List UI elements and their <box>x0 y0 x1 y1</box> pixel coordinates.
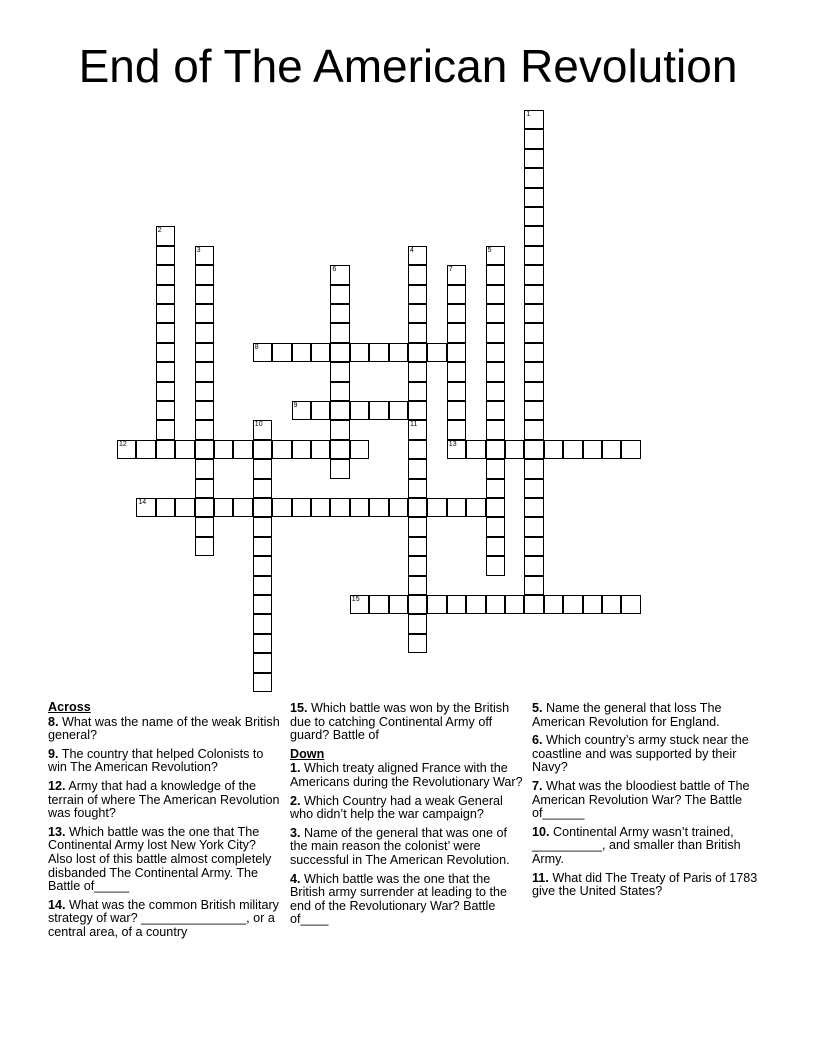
grid-cell[interactable] <box>292 401 311 420</box>
grid-cell[interactable] <box>524 595 543 614</box>
grid-cell[interactable] <box>447 265 466 284</box>
grid-cell[interactable] <box>330 459 349 478</box>
grid-cell[interactable] <box>233 498 252 517</box>
grid-cell[interactable] <box>195 265 214 284</box>
grid-cell[interactable] <box>408 537 427 556</box>
clue-down-2: 2. Which Country had a weak General who didn’t help the war campaign? <box>290 793 503 822</box>
grid-cell[interactable] <box>524 149 543 168</box>
grid-cell[interactable] <box>447 362 466 381</box>
grid-cell[interactable] <box>253 498 272 517</box>
clue-down-7: 7. What was the bloodiest battle of The American Revolution War? The Battle of______ <box>532 778 750 821</box>
clue-number-label: 13 <box>448 440 457 448</box>
grid-cell[interactable] <box>408 576 427 595</box>
grid-cell[interactable] <box>408 323 427 342</box>
grid-cell[interactable] <box>524 304 543 323</box>
grid-cell[interactable] <box>524 207 543 226</box>
grid-cell[interactable] <box>408 382 427 401</box>
grid-cell[interactable] <box>583 440 602 459</box>
grid-cell[interactable] <box>486 285 505 304</box>
grid-cell[interactable] <box>195 246 214 265</box>
grid-cell[interactable] <box>447 440 466 459</box>
grid-cell[interactable] <box>253 517 272 536</box>
grid-cell[interactable] <box>330 265 349 284</box>
across-heading: Across <box>48 700 91 714</box>
grid-cell[interactable] <box>524 323 543 342</box>
puzzle-title: End of The American Revolution <box>78 40 738 92</box>
grid-cell[interactable] <box>253 459 272 478</box>
grid-cell[interactable] <box>156 265 175 284</box>
grid-cell[interactable] <box>447 343 466 362</box>
clue-across-8: 8. What was the name of the weak British general? <box>48 714 280 743</box>
clue-number-label: 12 <box>119 440 127 448</box>
grid-cell[interactable] <box>195 362 214 381</box>
clue-number-label: 15 <box>351 596 360 603</box>
grid-cell[interactable] <box>486 265 505 284</box>
grid-cell[interactable] <box>253 595 272 614</box>
grid-cell[interactable] <box>505 595 524 614</box>
grid-cell[interactable] <box>253 653 272 672</box>
grid-cell[interactable] <box>369 401 388 420</box>
grid-cell[interactable] <box>350 401 369 420</box>
grid-cell[interactable] <box>253 634 272 653</box>
grid-cell[interactable] <box>524 265 543 284</box>
grid-cell[interactable] <box>486 401 505 420</box>
down-heading: Down <box>290 746 325 761</box>
grid-cell[interactable] <box>117 440 136 459</box>
grid-cell[interactable] <box>311 343 330 362</box>
grid-cell[interactable] <box>156 420 175 439</box>
grid-cell[interactable] <box>486 595 505 614</box>
clue-number-label: 6 <box>332 266 337 274</box>
clue-number-label: 14 <box>138 499 147 506</box>
clue-number-label: 5 <box>487 246 492 254</box>
grid-cell[interactable] <box>408 517 427 536</box>
grid-cell[interactable] <box>524 343 543 362</box>
grid-cell[interactable] <box>524 129 543 148</box>
grid-cell[interactable] <box>195 285 214 304</box>
grid-cell[interactable] <box>156 343 175 362</box>
grid-cell[interactable] <box>486 440 505 459</box>
grid-cell[interactable] <box>427 343 446 362</box>
grid-cell[interactable] <box>408 304 427 323</box>
grid-cell[interactable] <box>195 323 214 342</box>
grid-cell[interactable] <box>524 382 543 401</box>
grid-cell[interactable] <box>350 440 369 459</box>
clue-number-label: 3 <box>196 246 201 254</box>
clue-number-label: 9 <box>293 402 298 409</box>
grid-cell[interactable] <box>292 343 311 362</box>
clue-across-9: 9. The country that helped Colonists to win The American Revolution? <box>48 746 264 775</box>
grid-cell[interactable] <box>233 440 252 459</box>
clue-down-4: 4. Which battle was the one that the British army surrender at leading to the end of the Revolutionary War? Battle of____ <box>290 871 507 927</box>
grid-cell[interactable] <box>253 673 272 692</box>
grid-cell[interactable] <box>195 537 214 556</box>
grid-cell[interactable] <box>427 595 446 614</box>
grid-cell[interactable] <box>195 498 214 517</box>
grid-cell[interactable] <box>583 595 602 614</box>
grid-cell[interactable] <box>524 537 543 556</box>
grid-cell[interactable] <box>253 343 272 362</box>
grid-cell[interactable] <box>408 285 427 304</box>
grid-cell[interactable] <box>524 440 543 459</box>
clue-number-label: 11 <box>410 421 418 429</box>
grid-cell[interactable] <box>195 517 214 536</box>
grid-cell[interactable] <box>408 614 427 633</box>
grid-cell[interactable] <box>330 382 349 401</box>
grid-cell[interactable] <box>369 498 388 517</box>
grid-cell[interactable] <box>524 479 543 498</box>
grid-cell[interactable] <box>408 343 427 362</box>
grid-cell[interactable] <box>427 498 446 517</box>
grid-cell[interactable] <box>408 362 427 381</box>
grid-cell[interactable] <box>156 285 175 304</box>
grid-cell[interactable] <box>330 498 349 517</box>
grid-cell[interactable] <box>524 576 543 595</box>
grid-cell[interactable] <box>524 517 543 536</box>
grid-cell[interactable] <box>350 595 369 614</box>
grid-cell[interactable] <box>156 440 175 459</box>
clue-number-label: 8 <box>254 343 259 351</box>
grid-cell[interactable] <box>486 556 505 575</box>
grid-cell[interactable] <box>408 440 427 459</box>
grid-cell[interactable] <box>486 343 505 362</box>
clue-number-label: 1 <box>526 111 531 118</box>
grid-cell[interactable] <box>524 110 543 129</box>
clue-number-label: 10 <box>254 421 263 429</box>
grid-cell[interactable] <box>563 595 582 614</box>
grid-cell[interactable] <box>330 440 349 459</box>
grid-cell[interactable] <box>505 440 524 459</box>
grid-cell[interactable] <box>524 246 543 265</box>
grid-cell[interactable] <box>408 498 427 517</box>
grid-cell[interactable] <box>350 343 369 362</box>
grid-cell[interactable] <box>389 595 408 614</box>
grid-cell[interactable] <box>253 479 272 498</box>
grid-cell[interactable] <box>447 323 466 342</box>
grid-cell[interactable] <box>253 576 272 595</box>
grid-cell[interactable] <box>156 401 175 420</box>
grid-cell[interactable] <box>195 401 214 420</box>
grid-cell[interactable] <box>389 343 408 362</box>
clue-number-label: 4 <box>410 246 414 254</box>
clue-number-label: 2 <box>157 227 162 235</box>
grid-cell[interactable] <box>408 246 427 265</box>
grid-cell[interactable] <box>602 595 621 614</box>
grid-cell[interactable] <box>369 343 388 362</box>
grid-cell[interactable] <box>486 362 505 381</box>
grid-cell[interactable] <box>292 498 311 517</box>
clue-down-1: 1. Which treaty aligned France with the Americans during the Revolutionary War? <box>290 761 523 789</box>
grid-cell[interactable] <box>292 440 311 459</box>
clue-across-13: 13. Which battle was the one that The Continental Army lost New York City? Also lost of this battle almost completely disbanded The Continental Army. The Battle of_____ <box>48 824 272 894</box>
grid-cell[interactable] <box>447 285 466 304</box>
grid-cell[interactable] <box>447 304 466 323</box>
grid-cell[interactable] <box>524 556 543 575</box>
grid-cell[interactable] <box>486 323 505 342</box>
grid-cell[interactable] <box>136 440 155 459</box>
grid-cell[interactable] <box>272 498 291 517</box>
grid-cell[interactable] <box>486 537 505 556</box>
grid-cell[interactable] <box>253 537 272 556</box>
grid-cell[interactable] <box>136 498 155 517</box>
grid-cell[interactable] <box>524 401 543 420</box>
grid-cell[interactable] <box>524 420 543 439</box>
grid-cell[interactable] <box>389 498 408 517</box>
grid-cell[interactable] <box>447 420 466 439</box>
grid-cell[interactable] <box>524 362 543 381</box>
grid-cell[interactable] <box>621 440 640 459</box>
grid-cell[interactable] <box>330 401 349 420</box>
grid-cell[interactable] <box>389 401 408 420</box>
clues-column-2 <box>290 701 526 932</box>
grid-cell[interactable] <box>156 498 175 517</box>
grid-cell[interactable] <box>330 285 349 304</box>
grid-cell[interactable] <box>621 595 640 614</box>
grid-cell[interactable] <box>156 382 175 401</box>
grid-cell[interactable] <box>486 459 505 478</box>
grid-cell[interactable] <box>408 459 427 478</box>
grid-cell[interactable] <box>408 556 427 575</box>
grid-cell[interactable] <box>524 168 543 187</box>
clue-down-11: 11. What did The Treaty of Paris of 1783 give the United States? <box>532 870 758 899</box>
grid-cell[interactable] <box>330 362 349 381</box>
grid-cell[interactable] <box>486 382 505 401</box>
grid-cell[interactable] <box>330 304 349 323</box>
grid-cell[interactable] <box>408 265 427 284</box>
grid-cell[interactable] <box>408 595 427 614</box>
grid-cell[interactable] <box>447 382 466 401</box>
grid-cell[interactable] <box>486 479 505 498</box>
grid-cell[interactable] <box>466 498 485 517</box>
grid-cell[interactable] <box>195 479 214 498</box>
clue-down-10: 10. Continental Army wasn’t trained, __________, and smaller than British Army. <box>532 824 741 866</box>
grid-cell[interactable] <box>447 595 466 614</box>
clue-across-14: 14. What was the common British military strategy of war? _______________, or a central area, of a country <box>48 897 279 939</box>
grid-cell[interactable] <box>195 440 214 459</box>
grid-cell[interactable] <box>175 498 194 517</box>
clue-across-12: 12. Army that had a knowledge of the terrain of where The American Revolution was fought? <box>48 778 280 821</box>
grid-cell[interactable] <box>466 440 485 459</box>
grid-cell[interactable] <box>486 246 505 265</box>
grid-cell[interactable] <box>195 420 214 439</box>
grid-cell[interactable] <box>330 343 349 362</box>
grid-cell[interactable] <box>524 285 543 304</box>
grid-cell[interactable] <box>447 498 466 517</box>
grid-cell[interactable] <box>350 498 369 517</box>
grid-cell[interactable] <box>253 420 272 439</box>
grid-cell[interactable] <box>330 420 349 439</box>
grid-cell[interactable] <box>408 420 427 439</box>
grid-cell[interactable] <box>214 498 233 517</box>
grid-cell[interactable] <box>486 517 505 536</box>
grid-cell[interactable] <box>524 226 543 245</box>
grid-cell[interactable] <box>195 304 214 323</box>
grid-cell[interactable] <box>447 401 466 420</box>
grid-cell[interactable] <box>156 362 175 381</box>
grid-cell[interactable] <box>466 595 485 614</box>
clue-down-6: 6. Which country’s army stuck near the coastline and was supported by their Navy? <box>532 733 749 775</box>
grid-cell[interactable] <box>253 614 272 633</box>
grid-cell[interactable] <box>272 440 291 459</box>
grid-cell[interactable] <box>195 343 214 362</box>
grid-cell[interactable] <box>524 188 543 207</box>
grid-cell[interactable] <box>272 343 291 362</box>
grid-cell[interactable] <box>486 304 505 323</box>
grid-cell[interactable] <box>195 459 214 478</box>
grid-cell[interactable] <box>253 440 272 459</box>
grid-cell[interactable] <box>544 595 563 614</box>
grid-cell[interactable] <box>156 304 175 323</box>
grid-cell[interactable] <box>408 634 427 653</box>
grid-cell[interactable] <box>602 440 621 459</box>
grid-cell[interactable] <box>369 595 388 614</box>
grid-cell[interactable] <box>330 323 349 342</box>
clues-column-3 <box>532 701 768 904</box>
grid-cell[interactable] <box>156 246 175 265</box>
grid-cell[interactable] <box>408 479 427 498</box>
grid-cell[interactable] <box>311 401 330 420</box>
grid-cell[interactable] <box>214 440 233 459</box>
clue-number-label: 7 <box>448 266 453 274</box>
grid-cell[interactable] <box>156 323 175 342</box>
grid-cell[interactable] <box>175 440 194 459</box>
grid-cell[interactable] <box>408 401 427 420</box>
clue-down-5: 5. Name the general that loss The American Revolution for England. <box>532 701 722 729</box>
grid-cell[interactable] <box>156 226 175 245</box>
grid-cell[interactable] <box>544 440 563 459</box>
clue-down-3: 3. Name of the general that was one of the main reason the colonist’ were successful in The American Revolution. <box>290 825 510 867</box>
grid-cell[interactable] <box>524 459 543 478</box>
grid-cell[interactable] <box>311 498 330 517</box>
clues-column-1 <box>48 701 280 945</box>
grid-cell[interactable] <box>311 440 330 459</box>
clue-across-15: 15. Which battle was won by the British due to catching Continental Army off guard? Battle of <box>290 701 510 743</box>
grid-cell[interactable] <box>486 498 505 517</box>
grid-cell[interactable] <box>253 556 272 575</box>
grid-cell[interactable] <box>563 440 582 459</box>
grid-cell[interactable] <box>195 382 214 401</box>
grid-cell[interactable] <box>486 420 505 439</box>
grid-cell[interactable] <box>524 498 543 517</box>
